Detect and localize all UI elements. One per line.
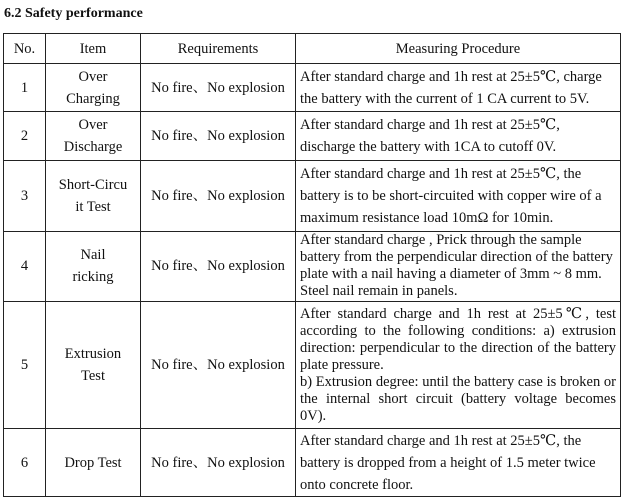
row-item: Over Discharge — [46, 112, 141, 160]
row-item: Nail ricking — [46, 231, 141, 302]
table-row — [4, 112, 621, 160]
row-item: Short-Circu it Test — [46, 160, 141, 231]
row-number: 5 — [4, 302, 46, 429]
row-number: 1 — [4, 64, 46, 112]
row-requirement: No fire、No explosion — [141, 160, 296, 231]
row-procedure: After standard charge and 1h rest at 25±5℃, the battery is to be short-circuited with copper wire of a maximum resistance load 10mΩ for 10min. — [296, 160, 621, 231]
row-item: Extrusion Test — [46, 302, 141, 429]
safety-performance-table — [3, 33, 621, 497]
header-no: No. — [4, 34, 46, 64]
table-row — [4, 160, 621, 231]
row-item: Drop Test — [46, 429, 141, 497]
table-row — [4, 429, 621, 497]
row-item: Over Charging — [46, 64, 141, 112]
row-requirement: No fire、No explosion — [141, 302, 296, 429]
row-requirement: No fire、No explosion — [141, 112, 296, 160]
row-procedure: After standard charge and 1h rest at 25±5℃, discharge the battery with 1CA to cutoff 0V. — [296, 112, 621, 160]
row-procedure: After standard charge and 1h rest at 25±5℃, the battery is dropped from a height of 1.5 meter twice onto concrete floor. — [296, 429, 621, 497]
row-number: 3 — [4, 160, 46, 231]
row-procedure — [296, 302, 621, 429]
section-heading: 6.2 Safety performance — [4, 6, 143, 21]
row-procedure: After standard charge and 1h rest at 25±5℃, charge the battery with the current of 1 CA current to 5V. — [296, 64, 621, 112]
procedure-part-a: After standard charge and 1h rest at 25±5℃, test according to the following conditions: a) extrusion direction: perpendicular to the direction of the battery plate pressure. — [300, 305, 616, 373]
procedure-part-b: b) Extrusion degree: until the battery case is broken or the internal short circuit (battery voltage becomes 0V). — [300, 373, 616, 424]
row-requirement: No fire、No explosion — [141, 231, 296, 302]
row-number: 2 — [4, 112, 46, 160]
row-number: 6 — [4, 429, 46, 497]
header-item: Item — [46, 34, 141, 64]
table-row — [4, 302, 621, 429]
header-measuring-procedure: Measuring Procedure — [296, 34, 621, 64]
row-requirement: No fire、No explosion — [141, 64, 296, 112]
header-requirements: Requirements — [141, 34, 296, 64]
table-row — [4, 231, 621, 302]
table-header-row — [4, 34, 621, 64]
row-requirement: No fire、No explosion — [141, 429, 296, 497]
table-row — [4, 64, 621, 112]
row-number: 4 — [4, 231, 46, 302]
row-procedure: After standard charge , Prick through the sample battery from the perpendicular direction of the battery plate with a nail having a diameter of 3mm ~ 8 mm. Steel nail remain in panels. — [296, 231, 621, 302]
